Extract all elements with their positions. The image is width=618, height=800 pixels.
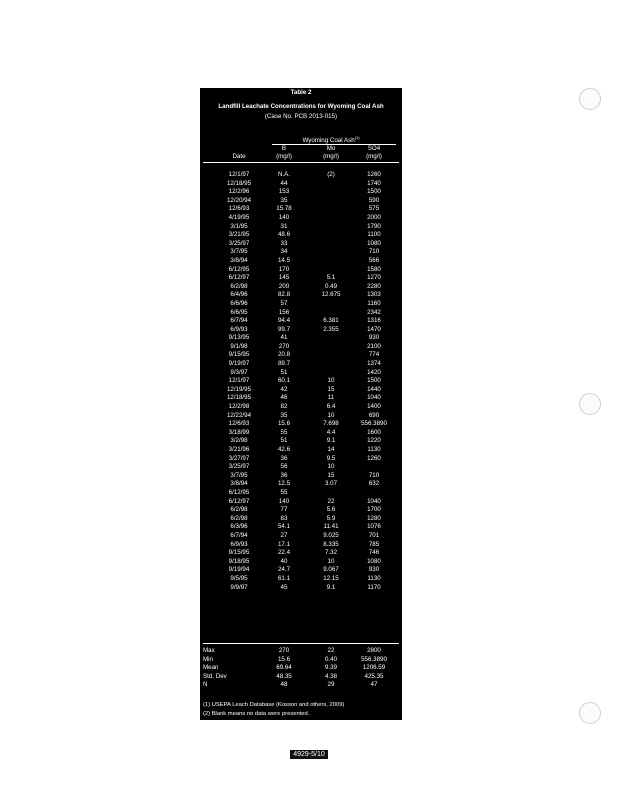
cell-date: 12/22/94 — [226, 411, 252, 419]
group-header-footnote-ref: (1) — [354, 135, 360, 140]
cell-date: 3/7/95 — [230, 248, 248, 256]
cell-b: 99.7 — [277, 325, 291, 333]
stats-top-rule — [203, 643, 399, 644]
cell-date: 12/20/94 — [226, 196, 252, 204]
cell-b: 56 — [280, 463, 288, 471]
stat-mo: 22 — [327, 647, 335, 654]
cell-date: 6/3/96 — [230, 523, 248, 531]
cell-mo: 22 — [327, 497, 335, 505]
binder-hole-top — [579, 88, 601, 110]
cell-b: 42.6 — [277, 446, 291, 453]
cell-mo: 11.41 — [323, 523, 339, 531]
cell-so4: 556.3890 — [361, 420, 387, 428]
binder-hole-bottom — [579, 702, 601, 724]
summary-stats — [200, 648, 402, 691]
cell-date: 6/2/98 — [230, 282, 248, 290]
cell-so4: 930 — [368, 566, 380, 574]
cell-so4: 1280 — [367, 514, 381, 522]
col-unit-b: (mg/l) — [276, 153, 292, 160]
stat-so4: 425.35 — [364, 672, 384, 680]
cell-so4: 1076 — [367, 523, 381, 531]
cell-mo: 14 — [327, 446, 335, 453]
cell-b: 27 — [280, 531, 288, 539]
stat-so4: 47 — [370, 681, 378, 689]
stat-label: Min — [203, 655, 213, 663]
cell-so4: 1260 — [367, 171, 381, 178]
cell-date: 9/9/97 — [230, 583, 248, 591]
cell-so4: 1220 — [367, 437, 381, 445]
cell-b: 83 — [280, 514, 288, 522]
stat-b: 270 — [278, 647, 290, 654]
cell-b: 140 — [278, 213, 290, 221]
cell-b: 35 — [280, 196, 288, 204]
stat-mo: 9.39 — [324, 664, 338, 672]
cell-mo: 4.4 — [326, 428, 336, 436]
cell-date: 9/5/95 — [230, 574, 248, 582]
cell-so4: 1740 — [367, 179, 381, 187]
stat-b: 48 — [280, 681, 288, 689]
cell-b: 34 — [280, 248, 288, 256]
header-bottom-rule — [203, 162, 399, 163]
cell-date: 6/9/93 — [230, 540, 248, 548]
cell-date: 3/21/95 — [228, 231, 250, 239]
cell-date: 3/7/95 — [230, 471, 248, 479]
cell-b: 24.7 — [277, 566, 291, 574]
cell-date: 3/21/96 — [228, 446, 250, 453]
cell-b: 60.1 — [277, 377, 291, 385]
cell-b: 51 — [280, 437, 288, 445]
cell-so4: 1080 — [367, 239, 381, 247]
data-table-sheet — [200, 88, 402, 720]
cell-so4: 1374 — [367, 360, 381, 368]
cell-b: 20.8 — [277, 351, 291, 359]
cell-date: 12/2/98 — [228, 403, 250, 411]
cell-b: 57 — [280, 299, 288, 307]
cell-so4: 1303 — [367, 291, 381, 299]
cell-so4: 785 — [368, 540, 380, 548]
cell-so4: 1440 — [367, 385, 381, 393]
cell-b: 40 — [280, 557, 288, 565]
cell-so4: 774 — [368, 351, 380, 359]
table-row — [200, 585, 402, 594]
cell-b: 45 — [280, 583, 288, 591]
cell-mo: 8.335 — [323, 540, 339, 548]
cell-date: 6/7/94 — [230, 531, 248, 539]
cell-date: 9/1/98 — [230, 342, 248, 350]
cell-so4: 1580 — [367, 265, 381, 273]
cell-date: 12/6/93 — [228, 420, 250, 428]
cell-mo: 5.6 — [326, 506, 336, 514]
cell-so4: 2280 — [367, 282, 381, 290]
cell-mo: 7.32 — [324, 549, 338, 557]
table-title: Landfill Leachate Concentrations for Wyoming Coal Ash — [218, 103, 384, 110]
cell-date: 3/8/94 — [230, 480, 248, 488]
cell-mo: 6.4 — [326, 403, 336, 411]
cell-so4: 1420 — [367, 368, 381, 376]
cell-so4: 1130 — [367, 574, 381, 582]
cell-date: 3/18/99 — [228, 428, 250, 436]
cell-b: 12.5 — [277, 480, 291, 488]
group-header-text: Wyoming Coal Ash — [302, 137, 355, 145]
cell-date: 4/19/95 — [228, 213, 250, 221]
cell-b: 170 — [278, 265, 290, 273]
cell-b: 55 — [280, 428, 288, 436]
cell-date: 12/6/93 — [228, 205, 250, 213]
cell-date: 6/12/97 — [228, 274, 250, 282]
cell-b: 51 — [280, 368, 288, 376]
binder-hole-middle — [579, 393, 601, 415]
stat-label: N — [203, 681, 208, 689]
cell-b: 77 — [280, 506, 288, 514]
cell-b: 22.4 — [277, 549, 291, 557]
cell-so4: 1160 — [367, 299, 381, 307]
cell-date: 3/1/95 — [230, 222, 248, 230]
stat-so4: 2800 — [367, 647, 381, 654]
cell-b: 15.78 — [276, 205, 292, 213]
cell-mo: 10 — [327, 377, 335, 385]
col-header-date: Date — [232, 153, 246, 160]
cell-mo: 2.355 — [323, 325, 339, 333]
cell-date: 9/19/94 — [228, 566, 250, 574]
cell-so4: 1260 — [367, 454, 381, 462]
cell-b: 94.4 — [277, 317, 291, 325]
cell-so4: 2000 — [367, 213, 381, 221]
cell-so4: 1600 — [367, 428, 381, 436]
cell-b: 140 — [278, 497, 290, 505]
cell-date: 9/15/95 — [228, 351, 250, 359]
cell-b: 15.6 — [277, 420, 291, 428]
cell-date: 12/19/95 — [226, 385, 252, 393]
stat-so4: 556.3890 — [361, 655, 387, 663]
cell-mo: 12.675 — [321, 291, 341, 299]
cell-mo: 10 — [327, 557, 335, 565]
cell-date: 6/12/95 — [228, 265, 250, 273]
cell-so4: 1470 — [367, 325, 381, 333]
page-number — [0, 750, 618, 759]
col-header-mo: Mo — [326, 145, 336, 152]
cell-mo: 15 — [327, 471, 335, 479]
cell-so4: 1080 — [367, 557, 381, 565]
cell-date: 6/12/95 — [228, 488, 250, 496]
col-header-so4: SO4 — [367, 145, 381, 152]
cell-b: 82 — [280, 403, 288, 411]
cell-so4: 1270 — [367, 274, 381, 282]
cell-mo: 9.1 — [326, 583, 336, 591]
cell-so4: 710 — [368, 471, 380, 479]
cell-b: 61.1 — [277, 574, 291, 582]
stat-mo: 4.38 — [324, 672, 338, 680]
cell-date: 3/27/97 — [228, 454, 250, 462]
stat-mo: 29 — [327, 681, 335, 689]
cell-date: 3/2/98 — [230, 437, 248, 445]
stat-label: Mean — [203, 664, 219, 672]
footnote-1: (1) USEPA Leach Database (Kosson and others, 2009) — [203, 702, 345, 708]
cell-date: 9/18/95 — [228, 557, 250, 565]
table-label: Table 2 — [290, 89, 312, 96]
cell-date: 12/1/97 — [228, 377, 250, 385]
cell-so4: 690 — [368, 411, 380, 419]
cell-mo: 15 — [327, 385, 335, 393]
cell-b: 54.1 — [277, 523, 291, 531]
cell-b: 17.1 — [277, 540, 291, 548]
stat-b: 48.35 — [276, 672, 292, 680]
cell-so4: 1790 — [367, 222, 381, 230]
cell-date: 6/6/96 — [230, 299, 248, 307]
cell-date: 9/19/97 — [228, 360, 250, 368]
cell-so4: 566 — [368, 256, 380, 264]
cell-b: 14.5 — [277, 256, 291, 264]
col-unit-mo: (mg/l) — [323, 153, 339, 160]
cell-mo: 5.1 — [326, 274, 336, 282]
cell-b: 36 — [280, 471, 288, 479]
stats-row — [200, 682, 402, 691]
stat-label: Max — [203, 647, 215, 654]
cell-date: 6/2/98 — [230, 514, 248, 522]
cell-so4: 632 — [368, 480, 380, 488]
stat-b: 15.6 — [277, 655, 291, 663]
cell-mo: 9.067 — [323, 566, 339, 574]
cell-date: 6/2/98 — [230, 506, 248, 514]
cell-so4: 1040 — [367, 497, 381, 505]
cell-mo: 0.49 — [324, 282, 338, 290]
cell-so4: 1500 — [367, 188, 381, 196]
cell-so4: 701 — [368, 531, 380, 539]
cell-so4: 1500 — [367, 377, 381, 385]
cell-mo: 12.15 — [323, 574, 339, 582]
cell-so4: 2100 — [367, 342, 381, 350]
stat-b: 69.64 — [276, 664, 292, 672]
cell-mo: 3.07 — [324, 480, 338, 488]
cell-so4: 1170 — [367, 583, 381, 591]
cell-date: 6/7/94 — [230, 317, 248, 325]
cell-mo: 7.698 — [323, 420, 339, 428]
cell-date: 6/9/93 — [230, 325, 248, 333]
cell-so4: 930 — [368, 334, 380, 342]
cell-so4: 1316 — [367, 317, 381, 325]
cell-b: 200 — [278, 282, 290, 290]
cell-b: 153 — [278, 188, 290, 196]
cell-so4: 1700 — [367, 506, 381, 514]
cell-date: 3/25/97 — [228, 239, 250, 247]
cell-b: 44 — [280, 179, 288, 187]
table-subtitle: (Case No. PCB 2013-015) — [264, 113, 338, 120]
cell-b: 41 — [280, 334, 288, 342]
cell-b: 55 — [280, 488, 288, 496]
stat-so4: 1206.59 — [362, 664, 386, 672]
cell-date: 9/13/95 — [228, 334, 250, 342]
col-header-b: B — [281, 145, 287, 152]
cell-mo: 11 — [327, 394, 335, 402]
cell-so4: 1130 — [367, 446, 381, 453]
cell-b: 35 — [280, 411, 288, 419]
cell-date: 6/12/97 — [228, 497, 250, 505]
cell-b: 145 — [278, 274, 290, 282]
cell-mo: 9.5 — [326, 454, 336, 462]
cell-date: 3/25/97 — [228, 463, 250, 471]
cell-mo: 10 — [327, 463, 335, 471]
cell-so4: 710 — [368, 248, 380, 256]
cell-b: 48.6 — [277, 231, 291, 239]
cell-so4: 590 — [368, 196, 380, 204]
cell-date: 12/2/96 — [228, 188, 250, 196]
cell-date: 9/3/97 — [230, 368, 248, 376]
cell-date: 3/8/94 — [230, 256, 248, 264]
cell-b: 33 — [280, 239, 288, 247]
cell-so4: 2342 — [367, 308, 381, 316]
cell-so4: 575 — [368, 205, 380, 213]
cell-b: 46 — [280, 394, 288, 402]
cell-date: 12/18/95 — [226, 394, 252, 402]
cell-b: 82.8 — [277, 291, 291, 299]
cell-mo: 6.381 — [323, 317, 339, 325]
cell-b: 156 — [278, 308, 290, 316]
cell-b: N.A. — [277, 171, 291, 178]
page-number-text: 4929-5/10 — [290, 750, 328, 759]
cell-date: 6/4/96 — [230, 291, 248, 299]
cell-b: 36 — [280, 454, 288, 462]
cell-mo: (2) — [327, 171, 335, 178]
cell-mo: 5.9 — [326, 514, 336, 522]
cell-b: 89.7 — [277, 360, 291, 368]
table-body — [200, 172, 402, 593]
cell-date: 9/15/95 — [228, 549, 250, 557]
stat-label: Std. Dev — [203, 672, 227, 680]
cell-b: 42 — [280, 385, 288, 393]
cell-b: 270 — [278, 342, 290, 350]
cell-so4: 1100 — [367, 231, 381, 239]
cell-mo: 9.1 — [326, 437, 336, 445]
cell-b: 31 — [280, 222, 288, 230]
footnote-2: (2) Blank means no data were presented. — [203, 711, 310, 717]
cell-mo: 9.025 — [323, 531, 339, 539]
cell-so4: 746 — [368, 549, 380, 557]
cell-date: 6/6/95 — [230, 308, 248, 316]
cell-date: 12/18/95 — [226, 179, 252, 187]
col-unit-so4: (mg/l) — [366, 153, 382, 160]
cell-so4: 1040 — [367, 394, 381, 402]
cell-date: 12/1/97 — [228, 171, 250, 178]
cell-mo: 10 — [327, 411, 335, 419]
cell-so4: 1400 — [367, 403, 381, 411]
stat-mo: 0.40 — [324, 655, 338, 663]
